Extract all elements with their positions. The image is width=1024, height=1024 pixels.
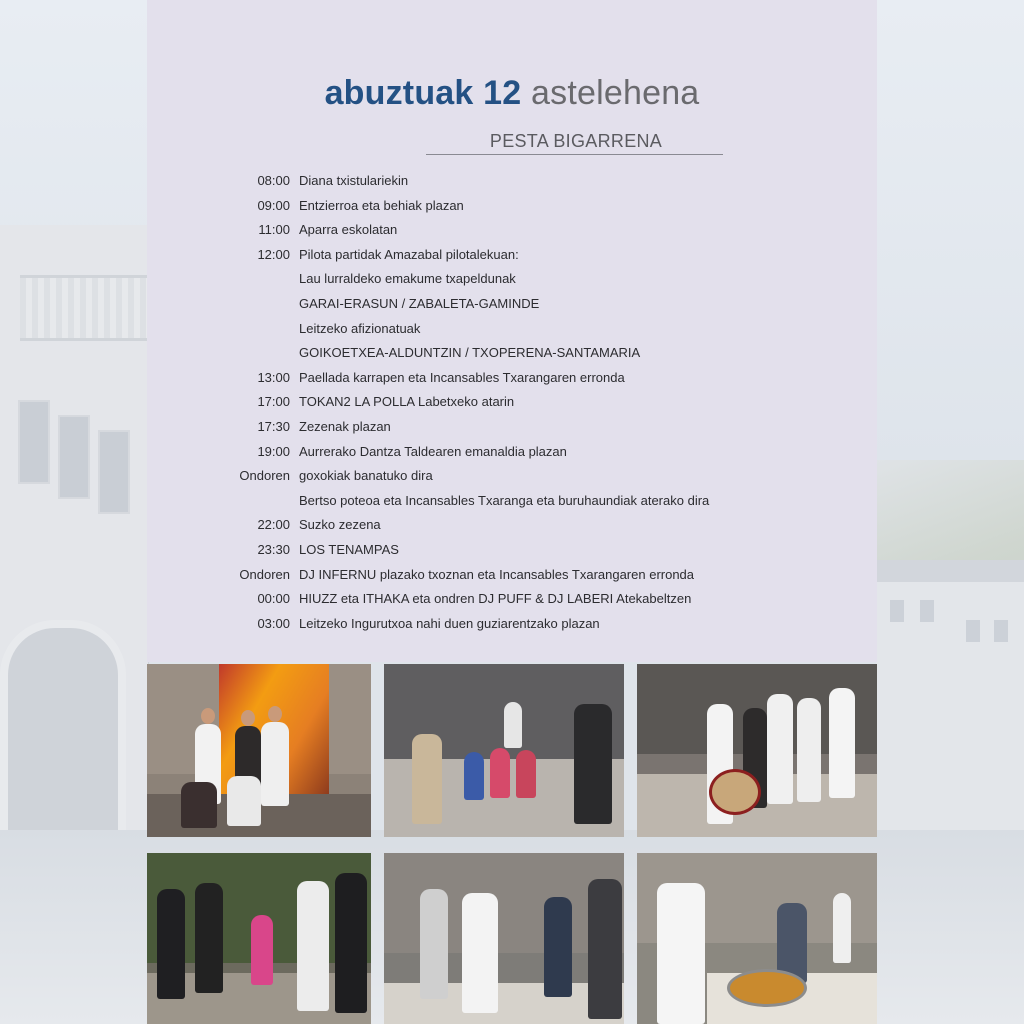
schedule-time: 09:00 [257,197,290,213]
schedule-row [147,293,877,315]
photo-person [195,883,223,993]
schedule-row [147,391,877,413]
photo-person [516,750,536,798]
schedule-text: Aparra eskolatan [299,222,398,238]
photo-person [588,879,622,1019]
background-balcony [20,275,148,341]
photo-person [462,893,498,1013]
schedule-text: Suzko zezena [299,517,381,533]
drum-icon [709,769,761,815]
photo-person [412,734,442,824]
photo-person [833,893,851,963]
schedule-text: GOIKOETXEA-ALDUNTZIN / TXOPERENA-SANTAMARIA [299,345,641,361]
background-roof [876,560,1024,582]
schedule-text: Pilota partidak Amazabal pilotalekuan: [299,246,519,262]
schedule-text: Zezenak plazan [299,419,391,434]
background-window [994,620,1008,642]
photo-person [251,915,273,985]
photo-person-head [201,708,215,724]
photo-person [157,889,185,999]
program-panel [147,0,877,662]
photo-person-head [241,710,255,726]
schedule-text: LOS TENAMPAS [299,542,399,557]
schedule-text: DJ INFERNU plazako txoznan eta Incansables Txarangaren erronda [299,566,695,582]
photo-person [297,881,329,1011]
background-houses [876,560,1024,830]
photo-person [464,752,484,800]
photo-person [829,688,855,798]
schedule-text: GARAI-ERASUN / ZABALETA-GAMINDE [299,296,540,311]
schedule-text: Lau lurraldeko emakume txapeldunak [299,271,516,287]
schedule-row [147,318,877,340]
schedule-row [147,244,877,266]
subtitle-divider [426,154,723,155]
background-building [0,225,149,865]
background-window [890,600,904,622]
schedule-text: Leitzeko afizionatuak [299,320,421,336]
schedule-row [147,170,877,192]
photo-person [797,698,821,802]
schedule-time: 19:00 [257,443,290,459]
schedule-text: Aurrerako Dantza Taldearen emanaldia plazan [299,443,567,459]
schedule-text: Diana txistulariekin [299,173,409,188]
schedule-row [147,268,877,290]
page-title [147,74,877,113]
photo-person [181,782,217,828]
photo-person [261,722,289,806]
photo-drummers [637,664,877,837]
schedule-time: 13:00 [257,369,290,385]
photo-person [335,873,367,1013]
paella-pan-icon [727,969,807,1007]
background-window [18,400,50,484]
schedule-row [147,195,877,217]
schedule-text: Bertso poteoa eta Incansables Txaranga eta buruhaundiak aterako dira [299,492,710,508]
schedule-time: 08:00 [257,173,290,188]
schedule-row [147,539,877,561]
schedule-row [147,514,877,536]
schedule-text: goxokiak banatuko dira [299,468,433,484]
schedule-time: 17:30 [257,419,290,434]
schedule-text: Leitzeko Ingurutxoa nahi duen guziarentzako plazan [299,615,600,631]
photo-group-mural [147,664,371,837]
schedule-row [147,219,877,241]
schedule-time: 00:00 [257,591,290,607]
schedule-time: 23:30 [257,542,290,557]
photo-person [574,704,612,824]
photo-person [504,702,522,748]
schedule-time: 03:00 [257,615,290,631]
schedule-time: 11:00 [258,222,290,238]
schedule-row [147,441,877,463]
schedule-row [147,613,877,635]
title-weekday: astelehena [531,74,700,112]
schedule-text: Paellada karrapen eta Incansables Txarangaren erronda [299,369,625,385]
background-window [920,600,934,622]
photo-street-band [147,853,371,1024]
schedule-time: Ondoren [239,566,290,582]
photo-person [490,748,510,798]
photo-person [767,694,793,804]
schedule-time: 22:00 [257,517,290,533]
schedule-row [147,588,877,610]
photo-person-head [268,706,282,722]
background-window [98,430,130,514]
title-date: abuztuak 12 [324,74,522,112]
schedule-text: HIUZZ eta ITHAKA eta ondren DJ PUFF & DJ LABERI Atekabeltzen [299,591,692,607]
schedule-time: Ondoren [239,468,290,484]
schedule-row [147,564,877,586]
section-subtitle: PESTA BIGARRENA [489,131,663,151]
photo-person [657,883,705,1024]
schedule-row [147,465,877,487]
photo-person [544,897,572,997]
background-window [58,415,90,499]
schedule-text: TOKAN2 LA POLLA Labetxeko atarin [299,394,515,410]
schedule-row [147,367,877,389]
schedule-time: 12:00 [257,246,290,262]
schedule-row [147,342,877,364]
photo-dancers [384,664,624,837]
schedule-time: 17:00 [257,394,290,410]
schedule-row [147,416,877,438]
schedule-text: Entzierroa eta behiak plazan [299,197,464,213]
background-window [966,620,980,642]
photo-person [227,776,261,826]
schedule-row [147,490,877,512]
photo-person [420,889,448,999]
photo-paella [637,853,877,1024]
photo-cooking [384,853,624,1024]
